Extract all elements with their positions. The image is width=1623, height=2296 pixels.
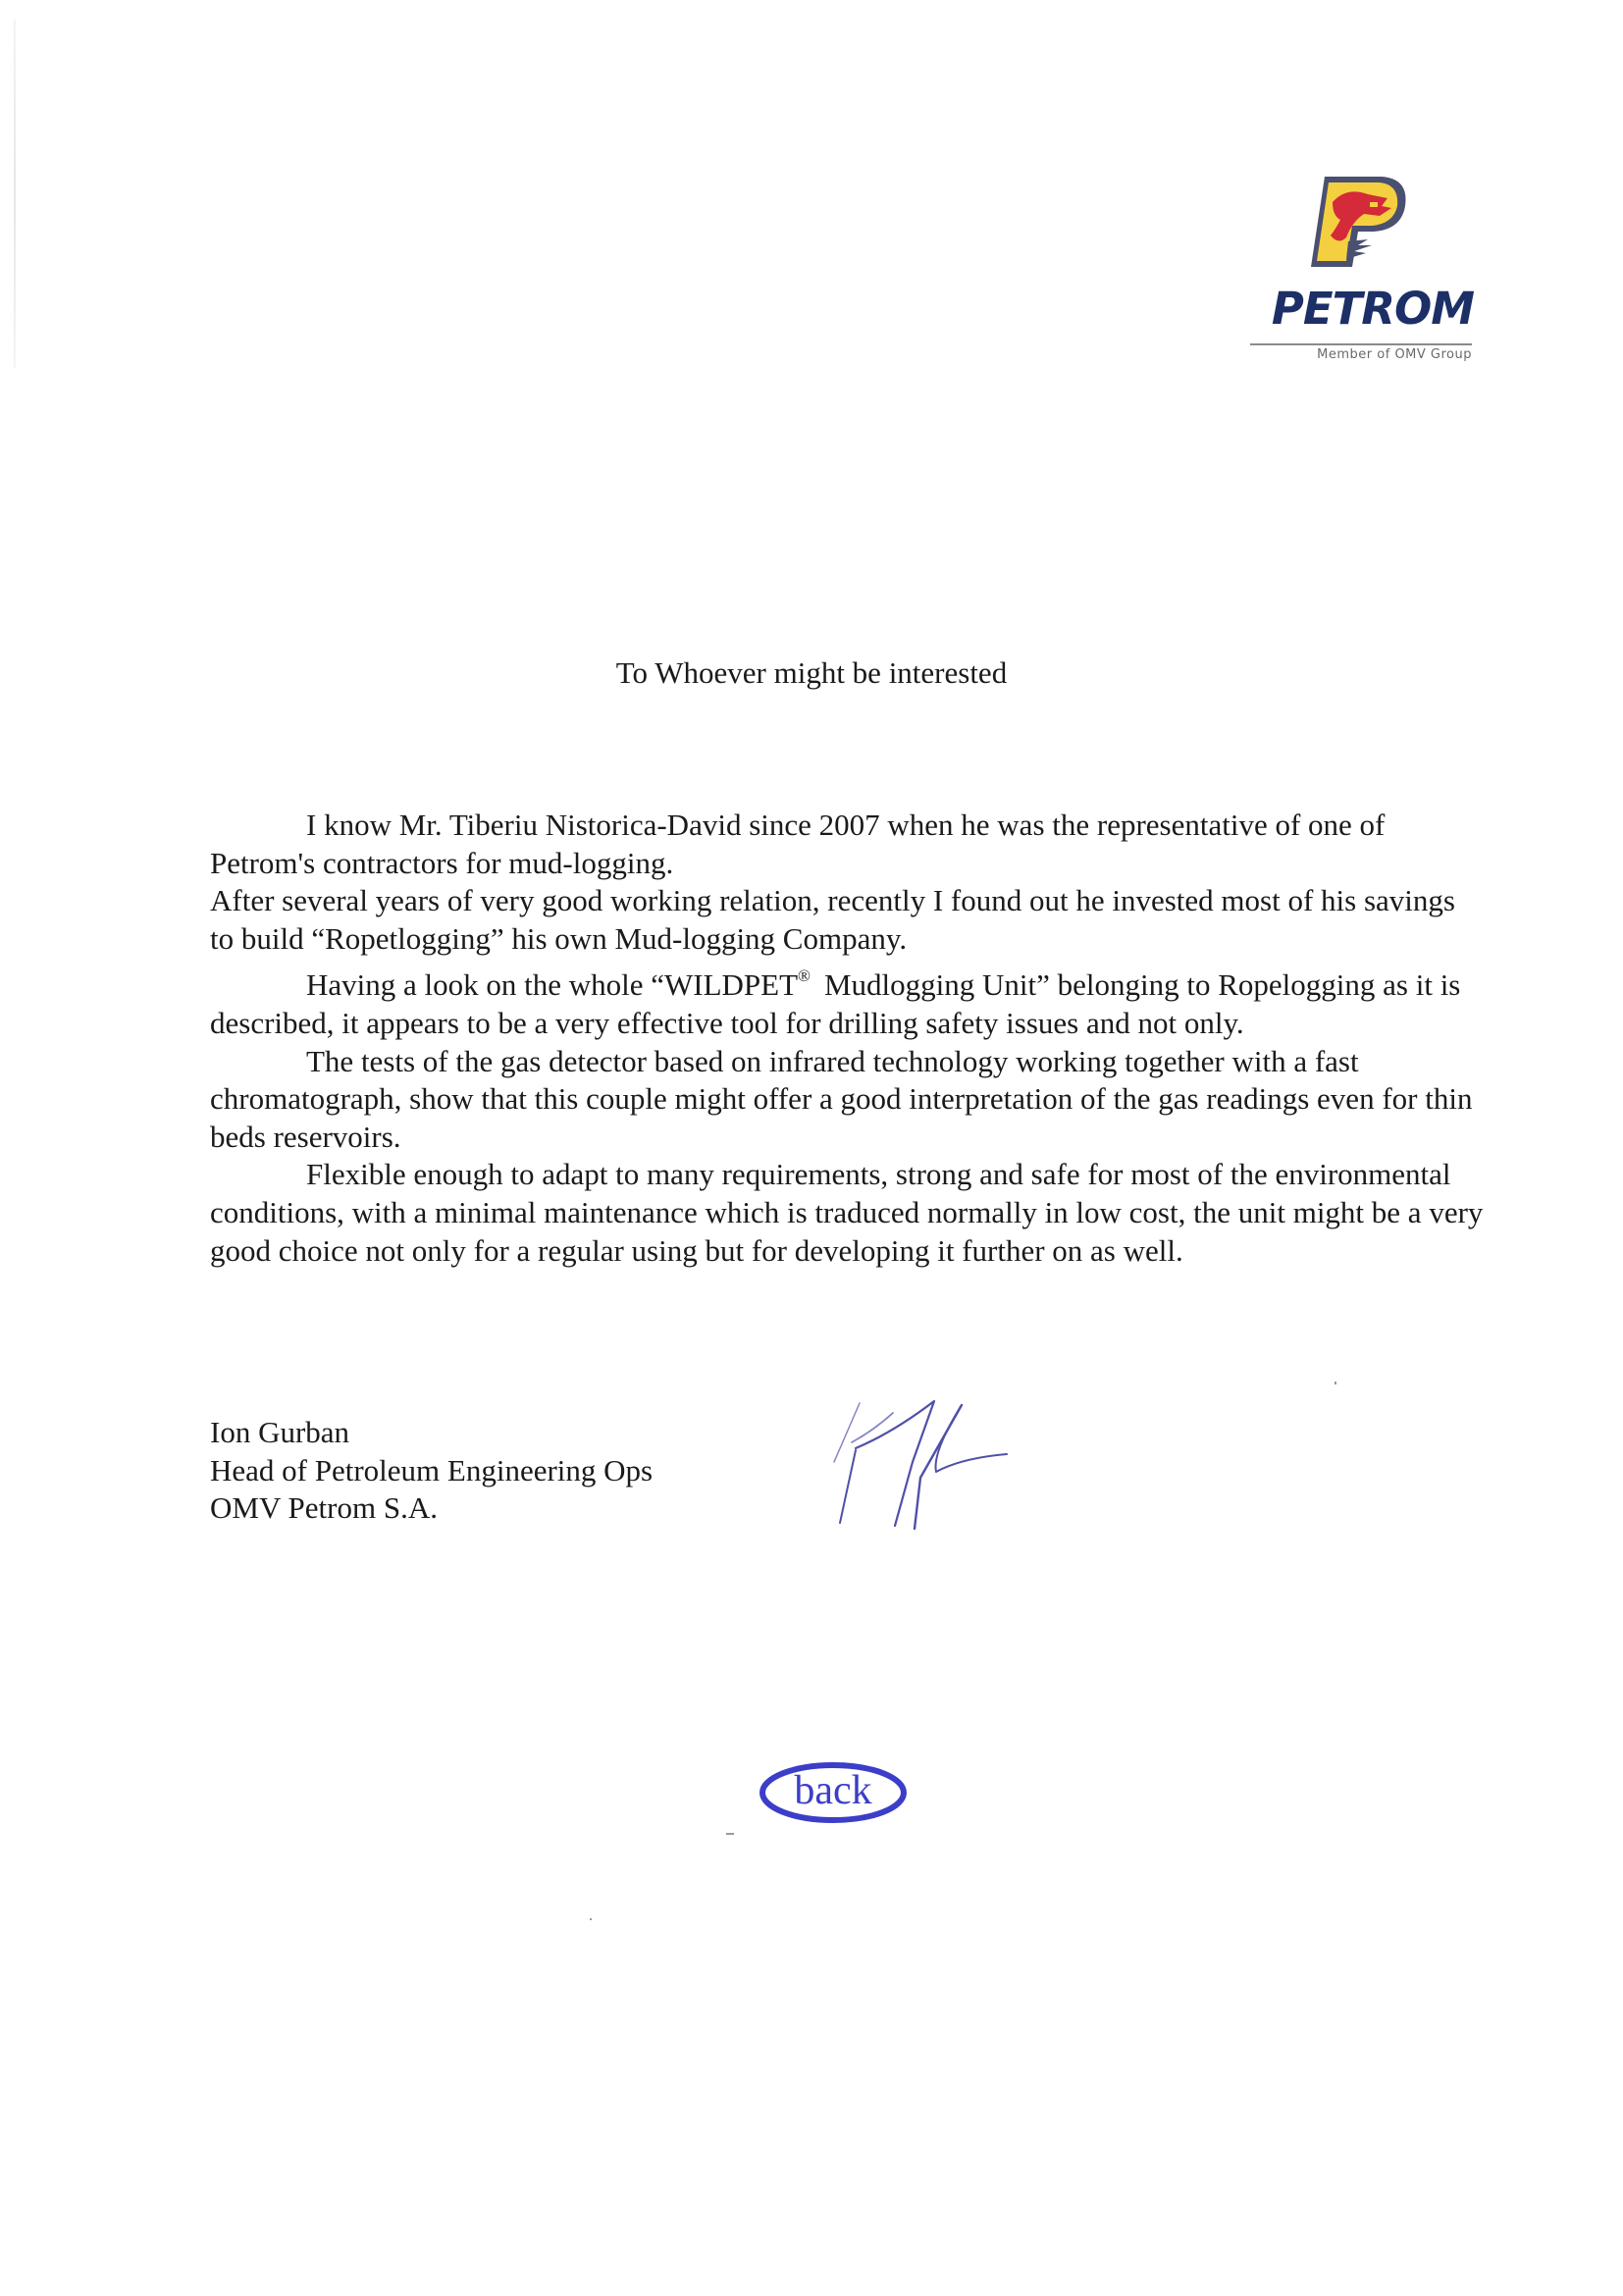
scan-speck — [726, 1833, 734, 1835]
scan-speck — [590, 1918, 592, 1920]
paragraph-3-start: Having a look on the whole “WILDPET — [306, 967, 799, 1003]
signatory-name: Ion Gurban — [210, 1415, 350, 1449]
scan-edge-line — [14, 20, 16, 368]
logo-wordmark: PETROM — [1271, 283, 1474, 335]
back-button[interactable] — [758, 1761, 909, 1824]
petrom-logo — [1238, 165, 1474, 381]
salutation: To Whoever might be interested — [615, 655, 1008, 690]
signature-block — [210, 1414, 653, 1528]
handwritten-signature-icon — [814, 1383, 1030, 1550]
back-label: back — [794, 1768, 872, 1813]
paragraph-4: The tests of the gas detector based on infrared technology working together with a fast chromatograph, show that this couple might offer a good interpretation of the gas readings even for thin beds reservoirs. — [210, 1043, 1473, 1154]
paragraph-2: After several years of very good working relation, recently I found out he invested most of his savings to build “Ropetlogging” his own Mud-logging Company. — [210, 883, 1455, 956]
scan-speck — [1335, 1382, 1336, 1384]
paragraph-1: I know Mr. Tiberiu Nistorica-David since 2007 when he was the representative of one of Petrom's contractors for mud-logging. — [210, 808, 1386, 880]
registered-mark: ® — [798, 966, 811, 986]
paragraph-3-end: Mudlogging Unit” belonging to Ropelogging as it is described, it appears to be a very effective tool for drilling safety issues and not only. — [210, 967, 1461, 1040]
logo-tagline: Member of OMV Group — [1317, 347, 1472, 362]
signatory-company: OMV Petrom S.A. — [210, 1490, 438, 1526]
petrom-dragon-icon — [1303, 173, 1411, 276]
letter-body — [210, 807, 1486, 1270]
paragraph-5: Flexible enough to adapt to many requirements, strong and safe for most of the environmental conditions, with a minimal maintenance which is traduced normally in low cost, the unit might be a very good choice not only for a regular using but for developing it further on as well. — [210, 1157, 1484, 1268]
paragraph-3 — [210, 958, 1486, 1042]
logo-divider — [1250, 343, 1472, 345]
signatory-title: Head of Petroleum Engineering Ops — [210, 1452, 654, 1487]
